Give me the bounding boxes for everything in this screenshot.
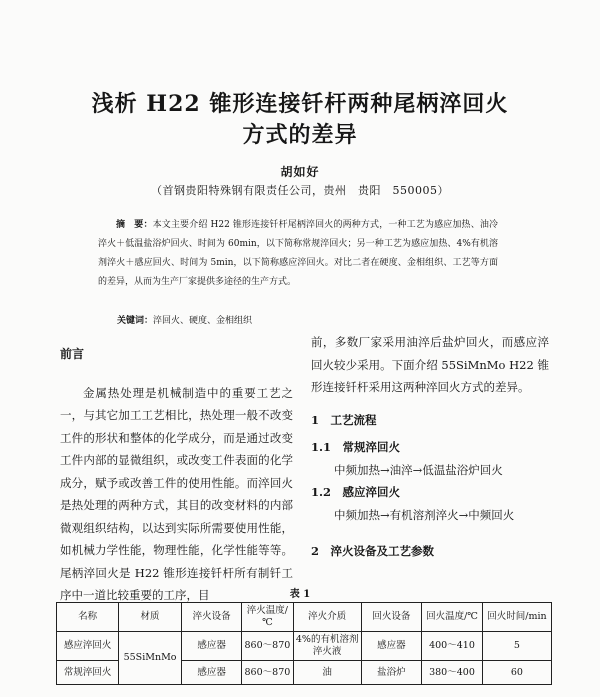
title-line-2: 方式的差异 — [242, 122, 358, 148]
subsection-1-2: 1.2 感应淬回火 — [311, 485, 401, 499]
section-2-heading: 2 淬火设备及工艺参数 — [311, 544, 435, 558]
abstract-text: 本文主要介绍 H22 锥形连接钎杆尾柄淬回火的两种方式，一种工艺为感应加热、油冷淬火＋低温盐浴炉回火、时间为 60min，以下简称常规淬回火；另一种工艺为感应加热、4%有机溶剂淬火＋感应回火、时间为 5min，以下简称感应淬回火。对比二者在硬度、金相组织、工艺等方面的差异，从而为生产厂家提供多途径的生产方式。 — [98, 220, 498, 287]
author: 胡如好 — [280, 165, 320, 179]
header-temper-time: 回火时间/min — [482, 603, 551, 632]
abstract — [98, 216, 498, 292]
cell-material: 55SiMnMo — [119, 632, 182, 685]
table-header-row — [57, 603, 552, 632]
intro-heading: 前言 — [60, 347, 85, 361]
header-temper-device: 回火设备 — [361, 603, 421, 632]
keywords-label: 关键词： — [117, 316, 154, 326]
table-caption: 表 1 — [289, 589, 311, 600]
intro-continuation: 前，多数厂家采用油淬后盐炉回火，而感应淬回火较少采用。下面介绍 55SiMnMo H22 锥形连接钎杆采用这两种淬回火方式的差异。 — [311, 335, 549, 394]
header-quench-temp: 淬火温度/℃ — [242, 603, 293, 632]
cell-quench-device: 感应器 — [181, 632, 241, 661]
cell-name: 常规淬回火 — [57, 661, 119, 685]
affiliation: （首钢贵阳特殊钢有限责任公司，贵州 贵阳 550005） — [151, 184, 449, 197]
header-temper-temp: 回火温度/℃ — [422, 603, 483, 632]
process-step-2: 中频加热→有机溶剂淬火→中频回火 — [334, 507, 515, 522]
header-quench-device: 淬火设备 — [181, 603, 241, 632]
cell-quench-device: 感应器 — [181, 661, 241, 685]
cell-temper-time: 5 — [482, 632, 551, 661]
section-1-heading: 1 工艺流程 — [311, 412, 377, 427]
intro-body: 金属热处理是机械制造中的重要工艺之一，与其它加工工艺相比，热处理一般不改变工件的形状和整体的化学成分，而是通过改变工件内部的显微组织，或改变工件表面的化学成分，赋予或改善工件的使用性能。而淬回火是热处理的两种方式，其目的改变材料的内部微观组织结构，以达到实际所需要使用性能，如机械力学性能，物理性能，化学性能等等。尾柄淬回火是 H22 锥形连接钎杆所有制钎工序中一道比较重要的工序，目 — [60, 385, 293, 602]
subsection-1-1: 1.1 常规淬回火 — [311, 440, 401, 454]
cell-quench-medium: 4%的有机溶剂淬火液 — [293, 632, 361, 661]
header-material: 材质 — [119, 603, 182, 632]
header-name: 名称 — [57, 603, 119, 632]
abstract-label: 摘 要： — [116, 220, 153, 230]
cell-temper-temp: 400～410 — [422, 632, 483, 661]
cell-quench-temp: 860～870 — [242, 661, 293, 685]
process-table — [56, 602, 552, 685]
title-line-1: 浅析 H22 锥形连接钎杆两种尾柄淬回火 — [91, 91, 509, 117]
table-row — [57, 632, 552, 661]
cell-temper-time: 60 — [482, 661, 551, 685]
keywords-text: 淬回火、硬度、金相组织 — [153, 316, 253, 326]
header-quench-medium: 淬火介质 — [293, 603, 361, 632]
cell-quench-medium: 油 — [293, 661, 361, 685]
left-column — [60, 340, 293, 607]
keywords — [117, 313, 497, 326]
cell-temper-temp: 380～400 — [422, 661, 483, 685]
cell-temper-device: 盐浴炉 — [361, 661, 421, 685]
process-step-1: 中频加热→油淬→低温盐浴炉回火 — [334, 462, 503, 477]
right-column — [311, 331, 549, 563]
cell-temper-device: 感应器 — [361, 632, 421, 661]
cell-quench-temp: 860～870 — [242, 632, 293, 661]
cell-name: 感应淬回火 — [57, 632, 119, 661]
